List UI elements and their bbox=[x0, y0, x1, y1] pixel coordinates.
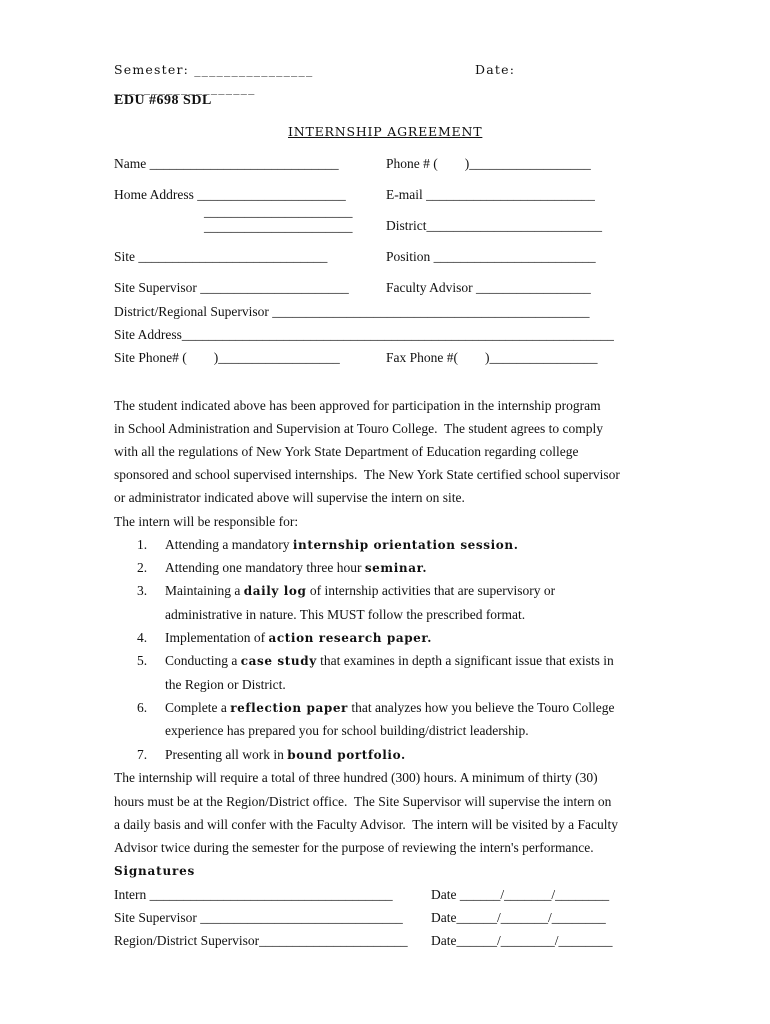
body-line: The student indicated above has been approved for participation in the internship program bbox=[114, 398, 601, 413]
list-item: 1. Attending a mandatory internship orientation session. bbox=[137, 537, 519, 552]
list-item: 7. Presenting all work in bound portfolio. bbox=[137, 747, 406, 762]
site-phone-field: Site Phone# ( )__________________ bbox=[114, 350, 340, 365]
body-line: a daily basis and will confer with the Faculty Advisor. The intern will be visited by a Faculty bbox=[114, 817, 619, 832]
body-line: The internship will require a total of three hundred (300) hours. A minimum of thirty (30) bbox=[114, 770, 598, 785]
position-field: Position ________________________ bbox=[386, 249, 596, 264]
fax-phone-field: Fax Phone #( )________________ bbox=[386, 350, 598, 365]
site-supervisor-signature-line: Site Supervisor ______________________________ bbox=[114, 910, 403, 925]
site-field: Site ____________________________ bbox=[114, 249, 328, 264]
list-item: 3. Maintaining a daily log of internship activities that are supervisory or bbox=[137, 583, 556, 598]
body-line: in School Administration and Supervision at Touro College. The student agrees to comply bbox=[114, 421, 603, 436]
region-supervisor-date-line: Date______/________/________ bbox=[431, 933, 613, 948]
body-line: sponsored and school supervised internships. The New York State certified school supervisor bbox=[114, 467, 620, 482]
body-line: Advisor twice during the semester for the purpose of reviewing the intern's performance. bbox=[114, 840, 594, 855]
district-field: District__________________________ bbox=[386, 218, 602, 233]
region-supervisor-signature-line: Region/District Supervisor______________________ bbox=[114, 933, 408, 948]
site-address-field: Site Address________________________________________________________________ bbox=[114, 327, 614, 342]
address-line-2: ______________________ bbox=[204, 204, 353, 219]
responsibilities-intro: The intern will be responsible for: bbox=[114, 514, 299, 529]
semester-label: Semester: ________________ bbox=[114, 62, 314, 77]
list-item-continuation: the Region or District. bbox=[165, 677, 286, 692]
site-supervisor-field: Site Supervisor ______________________ bbox=[114, 280, 349, 295]
name-field: Name ____________________________ bbox=[114, 156, 339, 171]
body-line: hours must be at the Region/District office. The Site Supervisor will supervise the intern on bbox=[114, 794, 612, 809]
phone-field: Phone # ( )__________________ bbox=[386, 156, 591, 171]
list-item: 4. Implementation of action research paper. bbox=[137, 630, 433, 645]
list-item-continuation: experience has prepared you for school building/district leadership. bbox=[165, 723, 529, 738]
intern-date-line: Date ______/_______/________ bbox=[431, 887, 610, 902]
date-label: Date: bbox=[475, 62, 516, 77]
course-code: EDU #698 SDL bbox=[114, 93, 212, 108]
home-address-field: Home Address ______________________ bbox=[114, 187, 346, 202]
list-item-continuation: administrative in nature. This MUST follow the prescribed format. bbox=[165, 607, 526, 622]
body-line: or administrator indicated above will supervise the intern on site. bbox=[114, 490, 465, 505]
faculty-advisor-field: Faculty Advisor _________________ bbox=[386, 280, 591, 295]
email-field: E-mail _________________________ bbox=[386, 187, 595, 202]
page-title: INTERNSHIP AGREEMENT bbox=[288, 124, 483, 139]
site-supervisor-date-line: Date______/_______/________ bbox=[431, 910, 606, 925]
intern-signature-line: Intern ____________________________________ bbox=[114, 887, 393, 902]
date-line: ___________________ bbox=[114, 80, 256, 95]
list-item: 5. Conducting a case study that examines in depth a significant issue that exists in bbox=[137, 653, 614, 668]
signatures-heading: Signatures bbox=[114, 864, 196, 878]
list-item: 6. Complete a reflection paper that analyzes how you believe the Touro College bbox=[137, 700, 615, 715]
district-supervisor-field: District/Regional Supervisor _______________________________________________ bbox=[114, 304, 590, 319]
body-line: with all the regulations of New York State Department of Education regarding college bbox=[114, 444, 579, 459]
address-line-3: ______________________ bbox=[204, 219, 353, 234]
list-item: 2. Attending one mandatory three hour seminar. bbox=[137, 560, 428, 575]
